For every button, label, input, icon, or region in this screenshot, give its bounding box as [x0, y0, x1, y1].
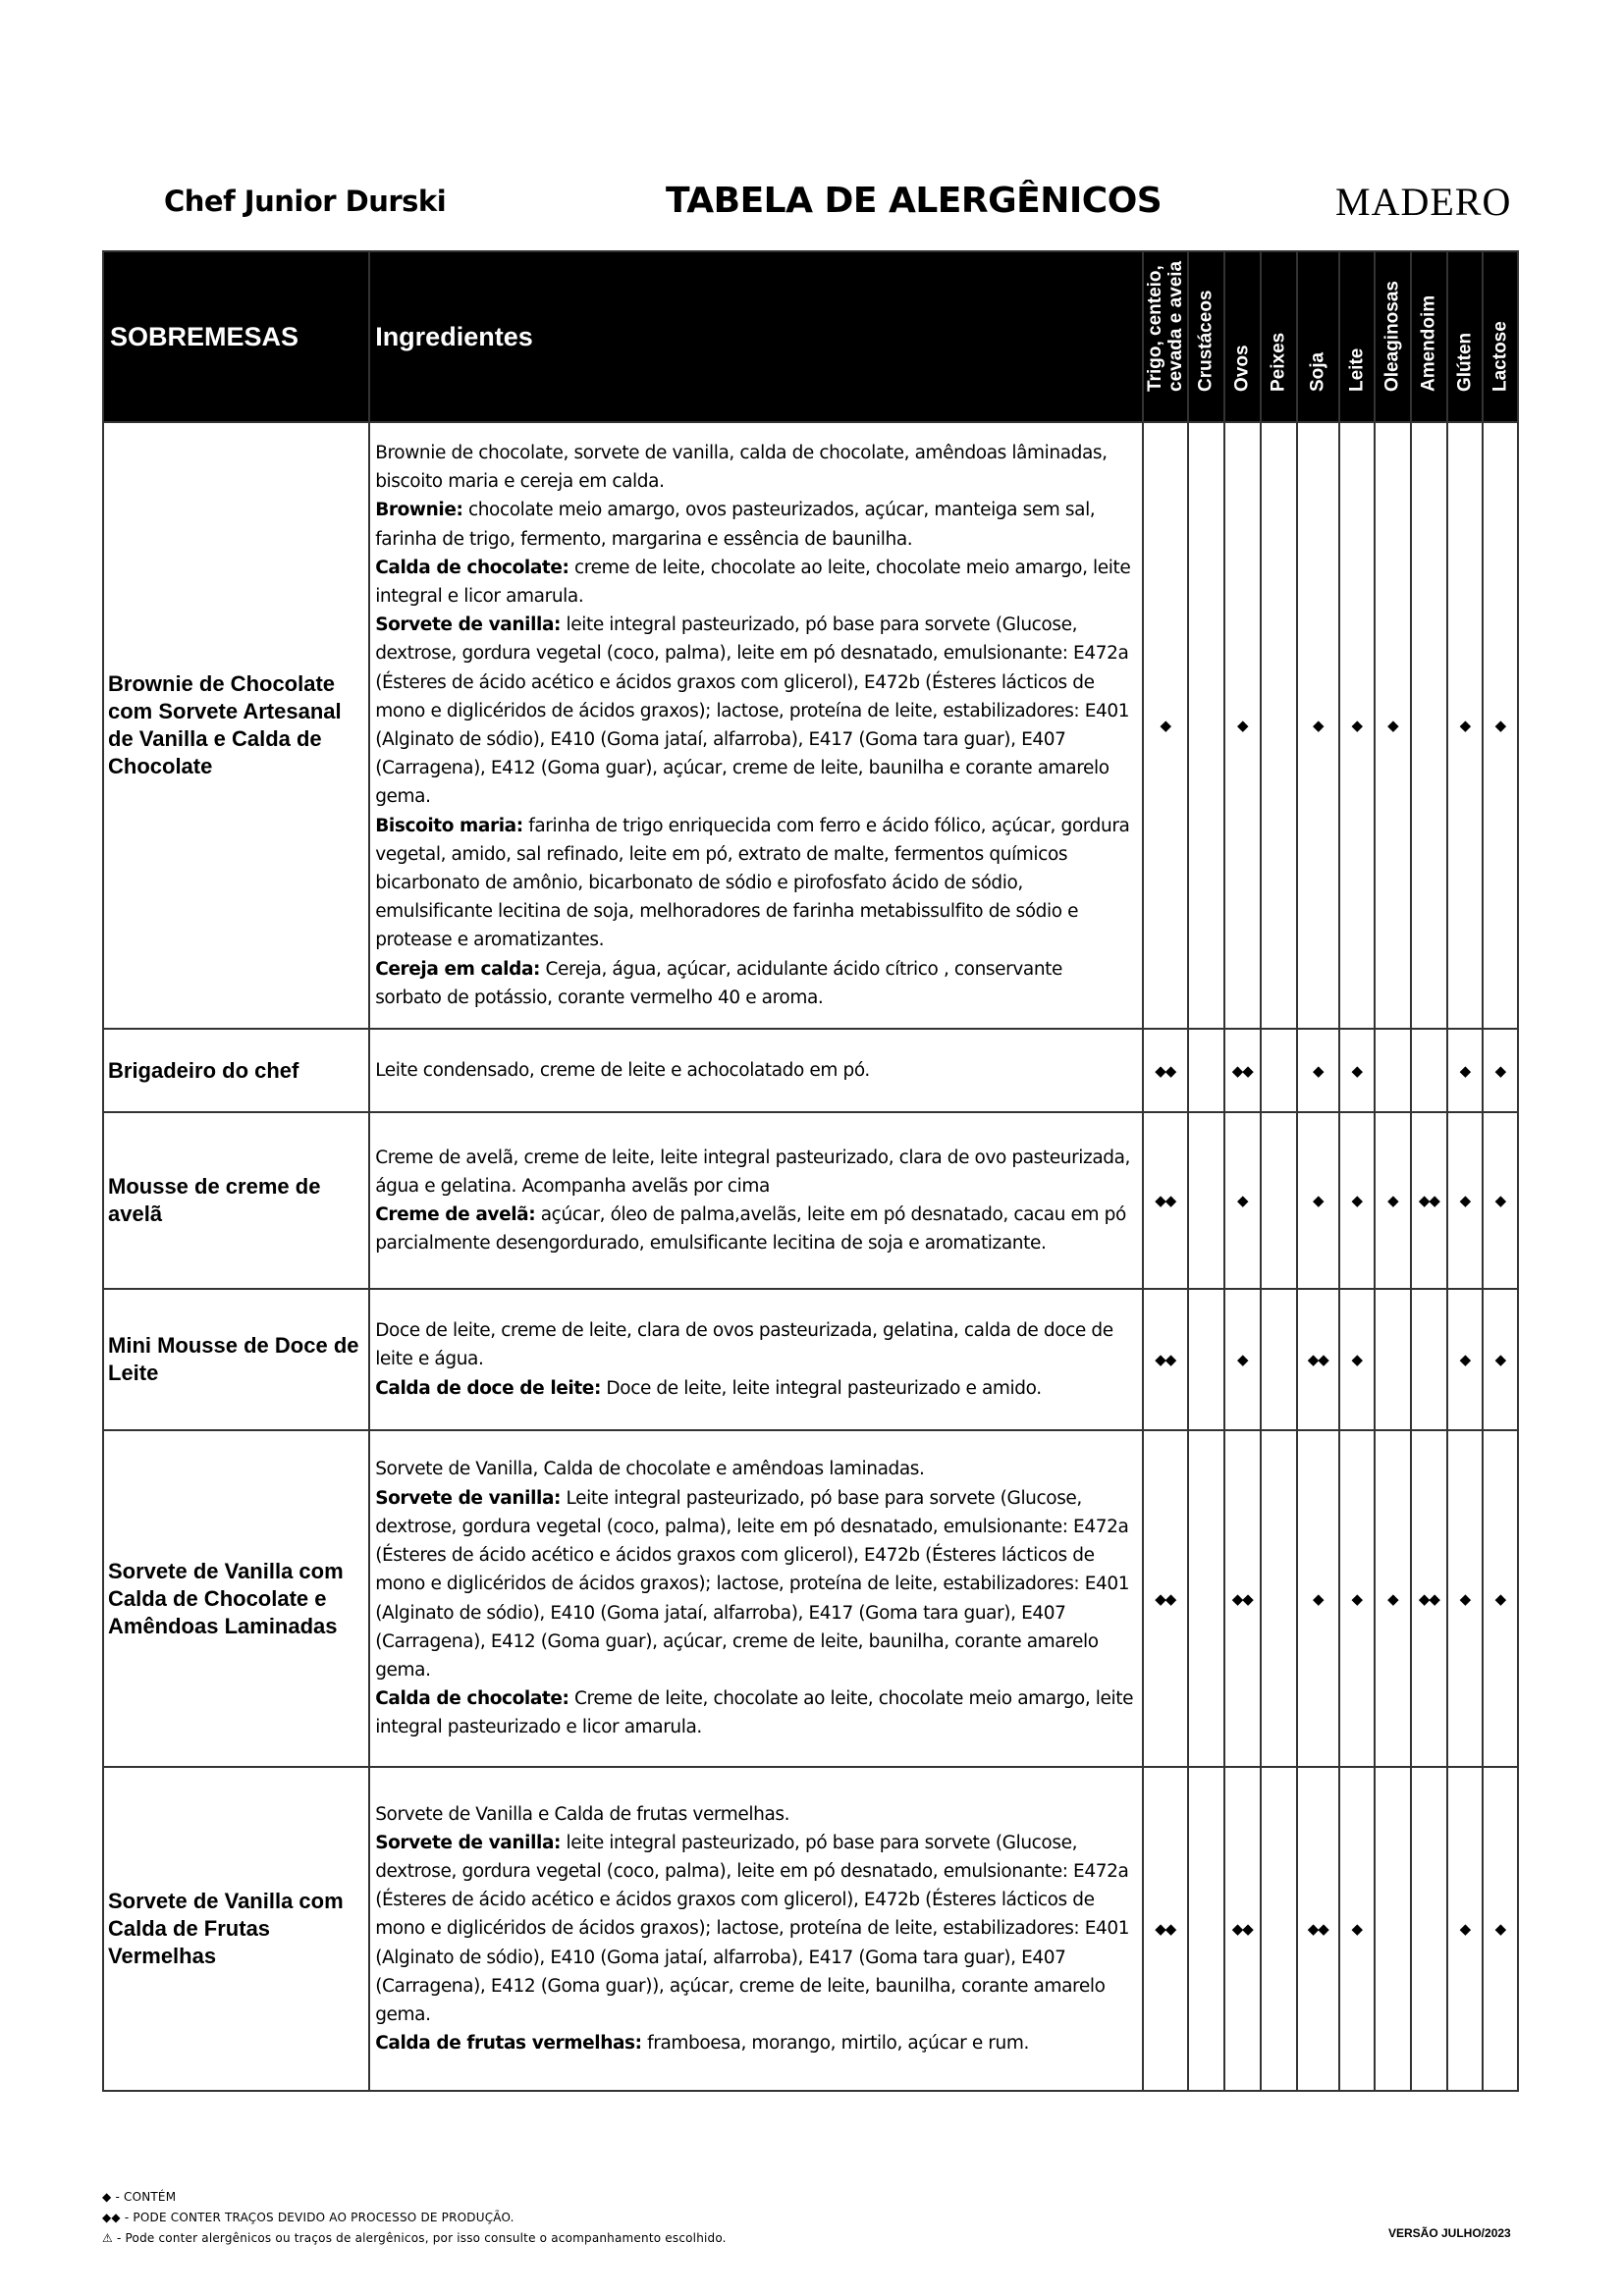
column-header-allergen — [1224, 251, 1261, 422]
ingredient-paragraph — [375, 1455, 1134, 1483]
contains-mark: ◆ — [1375, 1112, 1411, 1289]
contains-mark: ◆ — [1224, 1289, 1261, 1430]
ingredients-cell — [369, 422, 1143, 1029]
contains-mark: ◆ — [1339, 1289, 1375, 1430]
empty-mark-cell — [1188, 1767, 1224, 2091]
ingredient-paragraph — [375, 1316, 1134, 1373]
table-row — [103, 1112, 1518, 1289]
ingredient-paragraph — [375, 1144, 1134, 1201]
contains-mark: ◆ — [1297, 1029, 1339, 1112]
empty-mark-cell — [1261, 422, 1297, 1029]
allergen-label: Oleaginosas — [1381, 281, 1403, 392]
contains-mark: ◆ — [1483, 1112, 1518, 1289]
ingredient-paragraph — [375, 1684, 1134, 1741]
ingredient-paragraph — [375, 611, 1134, 811]
empty-mark-cell — [1188, 422, 1224, 1029]
ingredient-text: Doce de leite, leite integral pasteurizado e amido. — [600, 1377, 1042, 1399]
column-header-allergen — [1375, 251, 1411, 422]
empty-mark-cell — [1375, 1289, 1411, 1430]
contains-mark: ◆ — [1339, 1430, 1375, 1767]
ingredient-text: Creme de leite, chocolate ao leite, chocolate meio amargo, leite integral pasteurizado e licor amarula. — [375, 1688, 1134, 1738]
contains-mark: ◆ — [1483, 1767, 1518, 2091]
may-contain-traces-mark: ◆◆ — [1143, 1767, 1188, 2091]
ingredient-label: Calda de frutas vermelhas: — [375, 2033, 642, 2055]
may-contain-traces-mark: ◆◆ — [1224, 1029, 1261, 1112]
empty-mark-cell — [1411, 1289, 1447, 1430]
may-contain-traces-mark: ◆◆ — [1297, 1767, 1339, 2091]
contains-mark: ◆ — [1447, 1430, 1483, 1767]
contains-mark: ◆ — [1339, 1029, 1375, 1112]
ingredient-text: framboesa, morango, mirtilo, açúcar e rum. — [641, 2033, 1029, 2055]
contains-mark: ◆ — [1483, 1029, 1518, 1112]
may-contain-traces-mark: ◆◆ — [1411, 1430, 1447, 1767]
ingredient-paragraph — [375, 1829, 1134, 2029]
contains-mark: ◆ — [1447, 1029, 1483, 1112]
legend-contains: ◆ - CONTÉM — [102, 2190, 177, 2204]
allergen-label: Peixes — [1268, 332, 1289, 392]
table-row — [103, 1430, 1518, 1767]
contains-mark: ◆ — [1224, 422, 1261, 1029]
column-header-allergen — [1411, 251, 1447, 422]
contains-mark: ◆ — [1447, 1289, 1483, 1430]
column-header-desserts: SOBREMESAS — [103, 251, 369, 422]
ingredient-label: Calda de chocolate: — [375, 557, 569, 578]
ingredient-text: chocolate meio amargo, ovos pasteurizados, açúcar, manteiga sem sal, farinha de trigo, fermento, margarina e essência de baunilha. — [375, 500, 1096, 550]
empty-mark-cell — [1411, 422, 1447, 1029]
contains-mark: ◆ — [1339, 1112, 1375, 1289]
chef-name: Chef Junior Durski — [164, 185, 447, 218]
table-row — [103, 1029, 1518, 1112]
may-contain-traces-mark: ◆◆ — [1224, 1430, 1261, 1767]
contains-mark: ◆ — [1375, 1430, 1411, 1767]
table-row — [103, 422, 1518, 1029]
ingredient-paragraph — [375, 439, 1134, 496]
may-contain-traces-mark: ◆◆ — [1143, 1430, 1188, 1767]
ingredient-text: Doce de leite, creme de leite, clara de ovos pasteurizada, gelatina, calda de doce de leite e água. — [375, 1320, 1113, 1370]
ingredient-text: Cereja, água, açúcar, acidulante ácido cítrico , conservante sorbato de potássio, corante vermelho 40 e aroma. — [375, 958, 1062, 1008]
ingredient-text: farinha de trigo enriquecida com ferro e ácido fólico, açúcar, gordura vegetal, amido, sal refinado, leite em pó, extrato de malte, fermentos químicos bicarbonato de amônio, bicarbonato de sódio e pirofosfato ácido de sódio, emulsificante lecitina de soja, melhoradores de farinha metabissulfito de sódio e protease e aromatizantes. — [375, 815, 1130, 951]
may-contain-traces-mark: ◆◆ — [1143, 1029, 1188, 1112]
ingredient-label: Calda de doce de leite: — [375, 1377, 601, 1399]
contains-mark: ◆ — [1297, 422, 1339, 1029]
ingredient-text: Creme de avelã, creme de leite, leite integral pasteurizado, clara de ovo pasteurizada, água e gelatina. Acompanha avelãs por cima — [375, 1147, 1131, 1197]
ingredient-paragraph — [375, 955, 1134, 1012]
empty-mark-cell — [1261, 1029, 1297, 1112]
may-contain-traces-mark: ◆◆ — [1224, 1767, 1261, 2091]
empty-mark-cell — [1261, 1430, 1297, 1767]
allergen-label: Leite — [1346, 347, 1368, 392]
ingredients-cell — [369, 1112, 1143, 1289]
page-title: TABELA DE ALERGÊNICOS — [666, 181, 1163, 221]
allergen-table — [102, 250, 1519, 2092]
contains-mark: ◆ — [1143, 422, 1188, 1029]
allergen-label: Trigo, centeio, cevada e aveia — [1144, 260, 1186, 392]
ingredient-label: Sorvete de vanilla: — [375, 614, 562, 636]
ingredient-text: leite integral pasteurizado, pó base para sorvete (Glucose, dextrose, gordura vegetal (coco, palma), leite em pó desnatado, emulsionante: E472a (Ésteres de ácido acético e ácidos graxos com glicerol), E472b (Ésteres lácticos de mono e diglicéridos de ácidos graxos); lactose, proteína de leite, estabilizadores: E401 (Alginato de sódio), E410 (Goma jataí, alfarroba), E417 (Goma tara guar), E407 (Carragena), E412 (Goma guar), açúcar, creme de leite, baunilha e corante amarelo gema. — [375, 614, 1130, 808]
ingredient-text: leite integral pasteurizado, pó base para sorvete (Glucose, dextrose, gordura vegetal (coco, palma), leite em pó desnatado, emulsionante: E472a (Ésteres de ácido acético e ácidos graxos com glicerol), E472b (Ésteres lácticos de mono e diglicéridos de ácidos graxos); lactose, proteína de leite, estabilizadores: E401 (Alginato de sódio), E410 (Goma jataí, alfarroba), E417 (Goma tara guar), E407 (Carragena), E412 (Goma guar)), açúcar, creme de leite, baunilha, corante amarelo gema. — [375, 1832, 1130, 2025]
contains-mark: ◆ — [1224, 1112, 1261, 1289]
may-contain-traces-mark: ◆◆ — [1411, 1112, 1447, 1289]
dessert-name: Mousse de creme de avelã — [103, 1112, 369, 1289]
ingredient-paragraph — [375, 1056, 1134, 1085]
contains-mark: ◆ — [1483, 422, 1518, 1029]
ingredient-text: Leite integral pasteurizado, pó base para sorvete (Glucose, dextrose, gordura vegetal (coco, palma), leite em pó desnatado, emulsionante: E472a (Ésteres de ácido acético e ácidos graxos com glicerol), E472b (Ésteres lácticos de mono e diglicéridos de ácidos graxos); lactose, proteína de leite, estabilizadores: E401 (Alginato de sódio), E410 (Goma jataí, alfarroba), E417 (Goma tara guar), E407 (Carragena), E412 (Goma guar), açúcar, creme de leite, baunilha, corante amarelo gema. — [375, 1487, 1130, 1681]
ingredient-label: Cereja em calda: — [375, 958, 541, 980]
ingredient-label: Creme de avelã: — [375, 1204, 536, 1225]
ingredient-text: Sorvete de Vanilla, Calda de chocolate e amêndoas laminadas. — [375, 1459, 925, 1480]
contains-mark: ◆ — [1483, 1289, 1518, 1430]
ingredient-text: Sorvete de Vanilla e Calda de frutas vermelhas. — [375, 1803, 790, 1825]
ingredient-label: Calda de chocolate: — [375, 1688, 569, 1710]
empty-mark-cell — [1411, 1029, 1447, 1112]
ingredient-label: Sorvete de vanilla: — [375, 1832, 562, 1853]
madero-logo: MADERO — [1335, 180, 1512, 224]
ingredients-cell — [369, 1767, 1143, 2091]
ingredients-cell — [369, 1430, 1143, 1767]
ingredient-text: açúcar, óleo de palma,avelãs, leite em pó desnatado, cacau em pó parcialmente desengordurado, emulsificante lecitina de soja e aromatizante. — [375, 1204, 1126, 1255]
contains-mark: ◆ — [1447, 1767, 1483, 2091]
ingredients-cell — [369, 1289, 1143, 1430]
allergen-label: Amendoim — [1418, 294, 1439, 392]
ingredient-text: Brownie de chocolate, sorvete de vanilla, calda de chocolate, amêndoas lâminadas, biscoito maria e cereja em calda. — [375, 442, 1108, 493]
contains-mark: ◆ — [1447, 1112, 1483, 1289]
ingredient-paragraph — [375, 496, 1134, 553]
table-row — [103, 1289, 1518, 1430]
ingredient-paragraph — [375, 1374, 1134, 1403]
allergen-label: Ovos — [1231, 345, 1253, 392]
ingredient-paragraph — [375, 1201, 1134, 1257]
may-contain-traces-mark: ◆◆ — [1143, 1289, 1188, 1430]
legend — [102, 2187, 727, 2249]
version-label: VERSÃO JULHO/2023 — [1388, 2226, 1511, 2240]
ingredient-paragraph — [375, 812, 1134, 955]
allergen-label: Glúten — [1454, 332, 1476, 392]
ingredient-paragraph — [375, 1800, 1134, 1829]
contains-mark: ◆ — [1375, 422, 1411, 1029]
ingredient-paragraph — [375, 2029, 1134, 2057]
may-contain-traces-mark: ◆◆ — [1143, 1112, 1188, 1289]
contains-mark: ◆ — [1483, 1430, 1518, 1767]
table-row — [103, 1767, 1518, 2091]
allergen-label: Crustáceos — [1195, 290, 1217, 392]
legend-warning: ⚠ - Pode conter alergênicos ou traços de alergênicos, por isso consulte o acompanhamento escolhido. — [102, 2231, 727, 2245]
column-header-allergen — [1447, 251, 1483, 422]
empty-mark-cell — [1188, 1289, 1224, 1430]
legend-traces: ◆◆ - PODE CONTER TRAÇOS DEVIDO AO PROCESSO DE PRODUÇÃO. — [102, 2211, 514, 2224]
ingredient-paragraph — [375, 1484, 1134, 1684]
empty-mark-cell — [1188, 1430, 1224, 1767]
allergen-label: Soja — [1307, 351, 1328, 392]
ingredient-paragraph — [375, 554, 1134, 611]
column-header-allergen — [1188, 251, 1224, 422]
column-header-ingredients: Ingredientes — [369, 251, 1143, 422]
ingredient-label: Biscoito maria: — [375, 815, 523, 836]
contains-mark: ◆ — [1297, 1430, 1339, 1767]
dessert-name: Sorvete de Vanilla com Calda de Chocolate e Amêndoas Laminadas — [103, 1430, 369, 1767]
ingredient-text: creme de leite, chocolate ao leite, chocolate meio amargo, leite integral e licor amarula. — [375, 557, 1131, 607]
column-header-allergen — [1143, 251, 1188, 422]
column-header-allergen — [1483, 251, 1518, 422]
column-header-allergen — [1297, 251, 1339, 422]
dessert-name: Brownie de Chocolate com Sorvete Artesanal de Vanilla e Calda de Chocolate — [103, 422, 369, 1029]
may-contain-traces-mark: ◆◆ — [1297, 1289, 1339, 1430]
empty-mark-cell — [1375, 1767, 1411, 2091]
ingredient-text: Leite condensado, creme de leite e achocolatado em pó. — [375, 1059, 870, 1081]
table-header — [103, 251, 1518, 422]
ingredient-label: Sorvete de vanilla: — [375, 1487, 562, 1509]
ingredient-label: Brownie: — [375, 500, 463, 521]
dessert-name: Sorvete de Vanilla com Calda de Frutas Vermelhas — [103, 1767, 369, 2091]
ingredients-cell — [369, 1029, 1143, 1112]
empty-mark-cell — [1261, 1767, 1297, 2091]
empty-mark-cell — [1411, 1767, 1447, 2091]
empty-mark-cell — [1188, 1112, 1224, 1289]
contains-mark: ◆ — [1339, 1767, 1375, 2091]
empty-mark-cell — [1375, 1029, 1411, 1112]
contains-mark: ◆ — [1297, 1112, 1339, 1289]
column-header-allergen — [1261, 251, 1297, 422]
column-header-allergen — [1339, 251, 1375, 422]
empty-mark-cell — [1261, 1289, 1297, 1430]
empty-mark-cell — [1261, 1112, 1297, 1289]
dessert-name: Brigadeiro do chef — [103, 1029, 369, 1112]
empty-mark-cell — [1188, 1029, 1224, 1112]
contains-mark: ◆ — [1339, 422, 1375, 1029]
allergen-label: Lactose — [1489, 321, 1511, 392]
dessert-name: Mini Mousse de Doce de Leite — [103, 1289, 369, 1430]
contains-mark: ◆ — [1447, 422, 1483, 1029]
